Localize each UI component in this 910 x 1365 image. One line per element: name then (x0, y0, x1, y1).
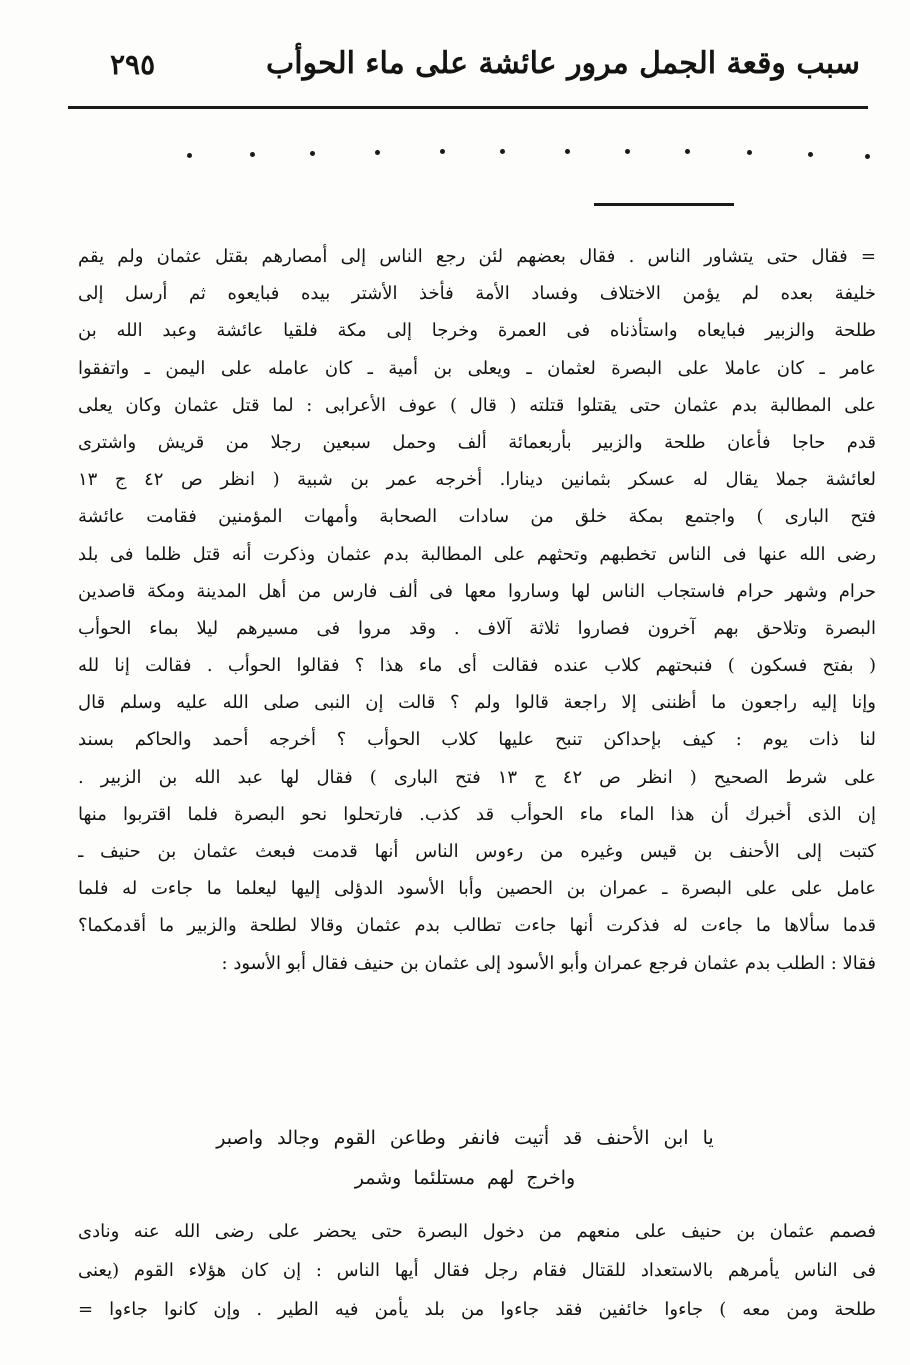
text-line: وإنا إليه راجعون ما أظننى إلا راجعة قالوا ولم ؟ قالت إن النبى صلى الله عليه وسلم قال (78, 692, 876, 714)
continuation-text (78, 1212, 876, 1329)
ellipsis-dot (250, 152, 255, 157)
ellipsis-dot (375, 150, 380, 155)
ellipsis-dot (747, 150, 752, 155)
text-line: = فقال حتى يتشاور الناس . فقال بعضهم لئن رجع الناس إلى أمصارهم بقتل عثمان ولم يقم (78, 246, 876, 267)
text-line: قدم حاجا فأعان طلحة والزبير بأربعمائة ألف وحمل سبعين رجلا من قريش واشترى (78, 431, 876, 453)
text-line: خليفة بعده لم يؤمن الاختلاف وفساد الأمة فأخذ الأشتر بيده فبايعوه ثم أرسل إلى (78, 283, 876, 305)
text-line: قدما سألاها ما جاءت له فذكرت أنها جاءت تطالب بدم عثمان وقالا لطلحة والزبير ما أقدمكما؟ (78, 915, 876, 937)
running-title: سبب وقعة الجمل مرور عائشة على ماء الحوأب (266, 46, 860, 81)
ellipsis-dot (565, 149, 570, 154)
ellipsis-dot (310, 151, 315, 156)
text-line: لعائشة جملا يقال له عسكر بثمانين دينارا. أخرجه عمر بن شبية ( انظر ص ٤٢ ج ١٣ (78, 469, 876, 491)
text-line: عامل على على البصرة ـ عمران بن الحصين وأبا الأسود الدؤلى إليها ليعلما ما جاءت له فلما (78, 878, 876, 900)
footnote-rule (594, 203, 734, 206)
text-line: على شرط الصحيح ( انظر ص ٤٢ ج ١٣ فتح البارى ) فقال لها عبد الله بن الزبير . (78, 766, 876, 788)
text-line: إن الذى أخبرك أن هذا الماء ماء الحوأب قد كذب. فارتحلوا نحو البصرة فلما اقتربوا منها (78, 803, 876, 825)
page-header (70, 38, 860, 98)
verse-line: يا ابن الأحنف قد أتيت فانفر وطاعن القوم وجالد واصبر (216, 1127, 714, 1149)
ellipsis-dot (500, 149, 505, 154)
text-line: البصرة وتلاحق بهم آخرون فصاروا ثلاثة آلاف . وقد مروا فى مسيرهم ليلا بماء الحوأب (78, 617, 876, 639)
text-line: طلحة والزبير فبايعاه واستأذناه فى العمرة وخرجا إلى مكة فلقيا عائشة وعبد الله بن (78, 320, 876, 342)
text-line: عامر ـ كان عاملا على البصرة لعثمان ـ ويعلى بن أمية ـ كان عامله على اليمن ـ واتفقوا (78, 357, 876, 379)
header-rule (68, 106, 868, 109)
text-line: رضى الله عنها فى الناس تخطبهم وتحثهم على المطالبة بدم عثمان وذكرت أنه قتل ظلما فى بلد (78, 543, 876, 565)
text-line: طلحة ومن معه ) جاءوا خائفين فقد جاءوا من بلد يأمن فيه الطير . وإن كانوا جاءوا = (78, 1299, 876, 1320)
text-line: فصمم عثمان بن حنيف على منعهم من دخول البصرة حتى يحضر على رضى الله عنه ونادى (78, 1221, 876, 1242)
verse-line: واخرج لهم مستلئما وشمر (354, 1167, 576, 1189)
ellipsis-dot (685, 149, 690, 154)
ellipsis-dot (440, 149, 445, 154)
ellipsis-dot (808, 152, 813, 157)
ellipsis-dot (187, 153, 192, 158)
page-number: ٢٩٥ (110, 48, 156, 81)
text-line: ( بفتح فسكون ) فنبحتهم كلاب عنده فقالت أى ماء هذا ؟ فقالوا الحوأب . فقالت إنا لله (78, 655, 876, 677)
ellipsis-separator (130, 140, 870, 180)
text-line: كتبت إلى الأحنف بن قيس وغيره من رءوس الناس أنها قدمت فبعث عثمان بن حنيف ـ (78, 841, 876, 862)
text-line: فقالا : الطلب بدم عثمان فرجع عمران وأبو الأسود إلى عثمان بن حنيف فقال أبو الأسود : (221, 952, 876, 974)
text-line: فى الناس يأمرهم بالاستعداد للقتال فقام رجل فقال أيها الناس : إن كان هؤلاء القوم (يعنى (78, 1260, 876, 1281)
text-line: حرام وشهر حرام فاستجاب الناس لها وساروا معها فى ألف فارس من أهل المدينة ومكة قاصدين (78, 580, 876, 602)
text-line: فتح البارى ) واجتمع بمكة خلق من سادات الصحابة وأمهات المؤمنين فقامت عائشة (78, 506, 876, 528)
text-line: لنا ذات يوم : كيف بإحداكن تنبح عليها كلاب الحوأب ؟ أخرجه أحمد والحاكم بسند (78, 729, 876, 751)
poem-verse (120, 1118, 810, 1198)
text-line: على المطالبة بدم عثمان حتى يقتلوا قتلته ( قال ) عوف الأعرابى : لما قتل عثمان وكان يعلى (78, 394, 876, 416)
ellipsis-dot (625, 149, 630, 154)
ellipsis-dot (865, 154, 870, 159)
footnote-text (78, 238, 876, 982)
